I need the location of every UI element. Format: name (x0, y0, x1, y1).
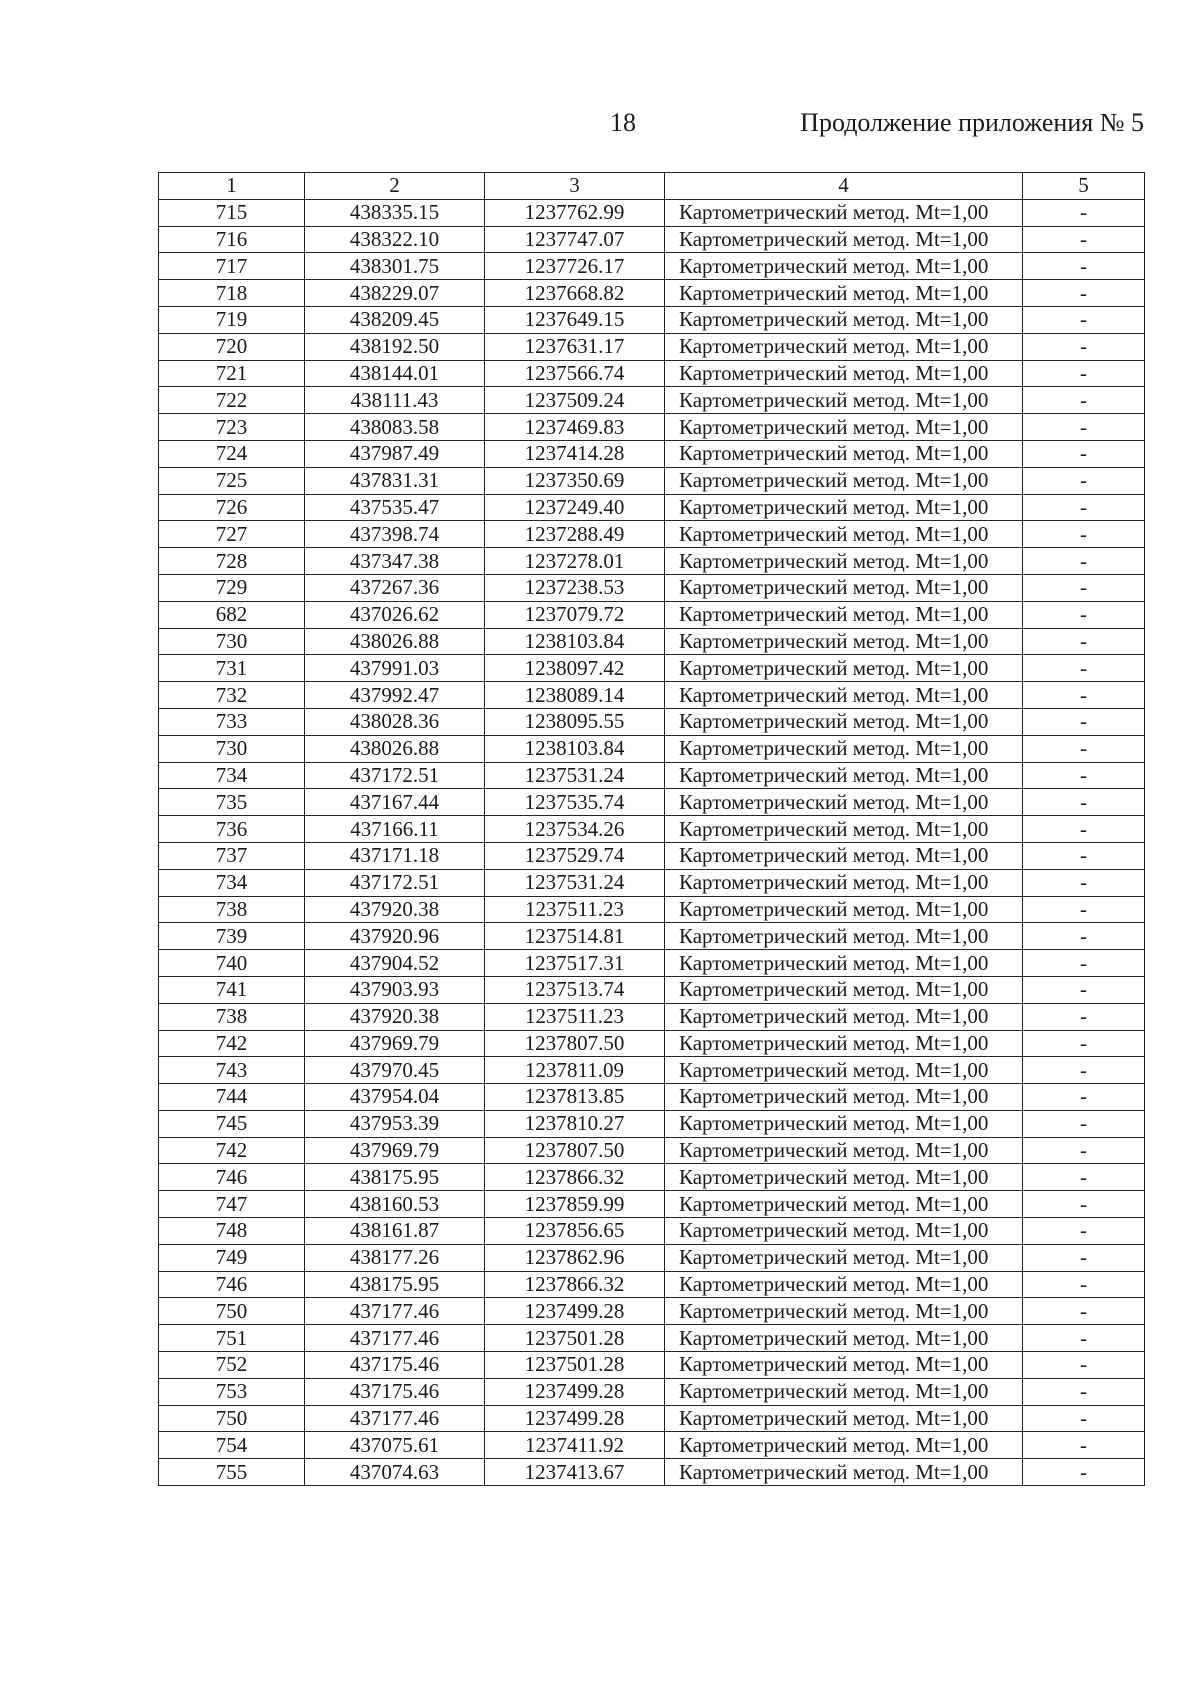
point-number-cell: 734 (159, 762, 305, 789)
y-coordinate-cell: 1237238.53 (485, 574, 665, 601)
method-cell: Картометрический метод. Mt=1,00 (665, 548, 1023, 575)
point-number-cell: 724 (159, 440, 305, 467)
note-cell: - (1023, 1003, 1145, 1030)
x-coordinate-cell: 438026.88 (305, 628, 485, 655)
point-number-cell: 716 (159, 226, 305, 253)
x-coordinate-cell: 437920.38 (305, 896, 485, 923)
method-cell: Картометрический метод. Mt=1,00 (665, 333, 1023, 360)
note-cell: - (1023, 494, 1145, 521)
note-cell: - (1023, 1030, 1145, 1057)
note-cell: - (1023, 467, 1145, 494)
table-row (159, 789, 1145, 816)
method-cell: Картометрический метод. Mt=1,00 (665, 1352, 1023, 1379)
point-number-cell: 753 (159, 1378, 305, 1405)
x-coordinate-cell: 437953.39 (305, 1110, 485, 1137)
table-row (159, 280, 1145, 307)
note-cell: - (1023, 869, 1145, 896)
note-cell: - (1023, 1352, 1145, 1379)
x-coordinate-cell: 437920.38 (305, 1003, 485, 1030)
note-cell: - (1023, 628, 1145, 655)
x-coordinate-cell: 437075.61 (305, 1432, 485, 1459)
point-number-cell: 740 (159, 950, 305, 977)
y-coordinate-cell: 1237499.28 (485, 1298, 665, 1325)
note-cell: - (1023, 1057, 1145, 1084)
table-row (159, 1352, 1145, 1379)
point-number-cell: 718 (159, 280, 305, 307)
method-cell: Картометрический метод. Mt=1,00 (665, 762, 1023, 789)
y-coordinate-cell: 1238103.84 (485, 628, 665, 655)
x-coordinate-cell: 437177.46 (305, 1325, 485, 1352)
note-cell: - (1023, 789, 1145, 816)
y-coordinate-cell: 1237856.65 (485, 1218, 665, 1245)
x-coordinate-cell: 437970.45 (305, 1057, 485, 1084)
x-coordinate-cell: 438175.95 (305, 1271, 485, 1298)
y-coordinate-cell: 1237859.99 (485, 1191, 665, 1218)
method-cell: Картометрический метод. Mt=1,00 (665, 1084, 1023, 1111)
note-cell: - (1023, 199, 1145, 226)
point-number-cell: 722 (159, 387, 305, 414)
method-cell: Картометрический метод. Mt=1,00 (665, 735, 1023, 762)
point-number-cell: 746 (159, 1271, 305, 1298)
note-cell: - (1023, 1432, 1145, 1459)
column-header: 4 (665, 173, 1023, 200)
x-coordinate-cell: 438301.75 (305, 253, 485, 280)
point-number-cell: 748 (159, 1218, 305, 1245)
x-coordinate-cell: 438322.10 (305, 226, 485, 253)
table-row (159, 842, 1145, 869)
method-cell: Картометрический метод. Mt=1,00 (665, 655, 1023, 682)
table-row (159, 1164, 1145, 1191)
x-coordinate-cell: 437171.18 (305, 842, 485, 869)
y-coordinate-cell: 1237531.24 (485, 762, 665, 789)
y-coordinate-cell: 1237514.81 (485, 923, 665, 950)
method-cell: Картометрический метод. Mt=1,00 (665, 199, 1023, 226)
method-cell: Картометрический метод. Mt=1,00 (665, 1218, 1023, 1245)
point-number-cell: 727 (159, 521, 305, 548)
point-number-cell: 737 (159, 842, 305, 869)
page-number: 18 (610, 108, 636, 137)
point-number-cell: 755 (159, 1459, 305, 1486)
table-header-row (159, 173, 1145, 200)
point-number-cell: 682 (159, 601, 305, 628)
point-number-cell: 754 (159, 1432, 305, 1459)
note-cell: - (1023, 1137, 1145, 1164)
table-row (159, 601, 1145, 628)
note-cell: - (1023, 414, 1145, 441)
y-coordinate-cell: 1237469.83 (485, 414, 665, 441)
y-coordinate-cell: 1237509.24 (485, 387, 665, 414)
y-coordinate-cell: 1237513.74 (485, 976, 665, 1003)
note-cell: - (1023, 601, 1145, 628)
note-cell: - (1023, 976, 1145, 1003)
x-coordinate-cell: 437535.47 (305, 494, 485, 521)
y-coordinate-cell: 1237566.74 (485, 360, 665, 387)
table-row (159, 1405, 1145, 1432)
column-header: 5 (1023, 173, 1145, 200)
x-coordinate-cell: 437267.36 (305, 574, 485, 601)
x-coordinate-cell: 437347.38 (305, 548, 485, 575)
table-row (159, 1110, 1145, 1137)
table-row (159, 682, 1145, 709)
method-cell: Картометрический метод. Mt=1,00 (665, 1432, 1023, 1459)
point-number-cell: 731 (159, 655, 305, 682)
point-number-cell: 732 (159, 682, 305, 709)
point-number-cell: 728 (159, 548, 305, 575)
method-cell: Картометрический метод. Mt=1,00 (665, 1030, 1023, 1057)
table-row (159, 226, 1145, 253)
y-coordinate-cell: 1237762.99 (485, 199, 665, 226)
x-coordinate-cell: 437904.52 (305, 950, 485, 977)
point-number-cell: 738 (159, 1003, 305, 1030)
x-coordinate-cell: 437992.47 (305, 682, 485, 709)
x-coordinate-cell: 437026.62 (305, 601, 485, 628)
note-cell: - (1023, 574, 1145, 601)
y-coordinate-cell: 1237807.50 (485, 1030, 665, 1057)
point-number-cell: 730 (159, 735, 305, 762)
note-cell: - (1023, 923, 1145, 950)
method-cell: Картометрический метод. Mt=1,00 (665, 467, 1023, 494)
y-coordinate-cell: 1237413.67 (485, 1459, 665, 1486)
x-coordinate-cell: 437175.46 (305, 1378, 485, 1405)
y-coordinate-cell: 1237499.28 (485, 1378, 665, 1405)
note-cell: - (1023, 1378, 1145, 1405)
table-row (159, 1030, 1145, 1057)
table-row (159, 1218, 1145, 1245)
method-cell: Картометрический метод. Mt=1,00 (665, 628, 1023, 655)
method-cell: Картометрический метод. Mt=1,00 (665, 1244, 1023, 1271)
note-cell: - (1023, 1244, 1145, 1271)
method-cell: Картометрический метод. Mt=1,00 (665, 1057, 1023, 1084)
y-coordinate-cell: 1237807.50 (485, 1137, 665, 1164)
x-coordinate-cell: 438177.26 (305, 1244, 485, 1271)
y-coordinate-cell: 1238097.42 (485, 655, 665, 682)
note-cell: - (1023, 708, 1145, 735)
x-coordinate-cell: 437074.63 (305, 1459, 485, 1486)
method-cell: Картометрический метод. Mt=1,00 (665, 1325, 1023, 1352)
table-row (159, 1244, 1145, 1271)
point-number-cell: 733 (159, 708, 305, 735)
method-cell: Картометрический метод. Mt=1,00 (665, 521, 1023, 548)
page-caption: Продолжение приложения № 5 (800, 108, 1144, 137)
y-coordinate-cell: 1237079.72 (485, 601, 665, 628)
table-row (159, 1137, 1145, 1164)
note-cell: - (1023, 280, 1145, 307)
point-number-cell: 717 (159, 253, 305, 280)
point-number-cell: 736 (159, 816, 305, 843)
column-header: 3 (485, 173, 665, 200)
note-cell: - (1023, 548, 1145, 575)
x-coordinate-cell: 438083.58 (305, 414, 485, 441)
note-cell: - (1023, 762, 1145, 789)
y-coordinate-cell: 1237511.23 (485, 1003, 665, 1030)
method-cell: Картометрический метод. Mt=1,00 (665, 494, 1023, 521)
x-coordinate-cell: 438160.53 (305, 1191, 485, 1218)
method-cell: Картометрический метод. Mt=1,00 (665, 574, 1023, 601)
method-cell: Картометрический метод. Mt=1,00 (665, 1110, 1023, 1137)
point-number-cell: 720 (159, 333, 305, 360)
point-number-cell: 725 (159, 467, 305, 494)
y-coordinate-cell: 1237249.40 (485, 494, 665, 521)
table-row (159, 548, 1145, 575)
method-cell: Картометрический метод. Mt=1,00 (665, 226, 1023, 253)
point-number-cell: 751 (159, 1325, 305, 1352)
x-coordinate-cell: 437177.46 (305, 1298, 485, 1325)
y-coordinate-cell: 1237813.85 (485, 1084, 665, 1111)
note-cell: - (1023, 1325, 1145, 1352)
note-cell: - (1023, 387, 1145, 414)
y-coordinate-cell: 1237411.92 (485, 1432, 665, 1459)
x-coordinate-cell: 438209.45 (305, 306, 485, 333)
point-number-cell: 735 (159, 789, 305, 816)
y-coordinate-cell: 1237535.74 (485, 789, 665, 816)
column-header: 2 (305, 173, 485, 200)
x-coordinate-cell: 437175.46 (305, 1352, 485, 1379)
column-header: 1 (159, 173, 305, 200)
y-coordinate-cell: 1237501.28 (485, 1325, 665, 1352)
x-coordinate-cell: 437991.03 (305, 655, 485, 682)
note-cell: - (1023, 306, 1145, 333)
method-cell: Картометрический метод. Mt=1,00 (665, 253, 1023, 280)
point-number-cell: 743 (159, 1057, 305, 1084)
method-cell: Картометрический метод. Mt=1,00 (665, 306, 1023, 333)
point-number-cell: 749 (159, 1244, 305, 1271)
table-row (159, 1191, 1145, 1218)
table-row (159, 950, 1145, 977)
point-number-cell: 738 (159, 896, 305, 923)
table-row (159, 628, 1145, 655)
table-body (159, 199, 1145, 1485)
x-coordinate-cell: 437177.46 (305, 1405, 485, 1432)
point-number-cell: 719 (159, 306, 305, 333)
table-row (159, 655, 1145, 682)
method-cell: Картометрический метод. Mt=1,00 (665, 440, 1023, 467)
table-row (159, 360, 1145, 387)
x-coordinate-cell: 438229.07 (305, 280, 485, 307)
method-cell: Картометрический метод. Mt=1,00 (665, 1003, 1023, 1030)
x-coordinate-cell: 438161.87 (305, 1218, 485, 1245)
point-number-cell: 729 (159, 574, 305, 601)
table-row (159, 387, 1145, 414)
table-row (159, 735, 1145, 762)
table-row (159, 306, 1145, 333)
note-cell: - (1023, 226, 1145, 253)
x-coordinate-cell: 437166.11 (305, 816, 485, 843)
point-number-cell: 730 (159, 628, 305, 655)
table-row (159, 1057, 1145, 1084)
method-cell: Картометрический метод. Mt=1,00 (665, 869, 1023, 896)
x-coordinate-cell: 437969.79 (305, 1030, 485, 1057)
point-number-cell: 747 (159, 1191, 305, 1218)
y-coordinate-cell: 1237414.28 (485, 440, 665, 467)
y-coordinate-cell: 1237529.74 (485, 842, 665, 869)
y-coordinate-cell: 1237747.07 (485, 226, 665, 253)
point-number-cell: 745 (159, 1110, 305, 1137)
x-coordinate-cell: 437831.31 (305, 467, 485, 494)
method-cell: Картометрический метод. Mt=1,00 (665, 1378, 1023, 1405)
x-coordinate-cell: 438026.88 (305, 735, 485, 762)
table-row (159, 1378, 1145, 1405)
y-coordinate-cell: 1237501.28 (485, 1352, 665, 1379)
y-coordinate-cell: 1237531.24 (485, 869, 665, 896)
y-coordinate-cell: 1237726.17 (485, 253, 665, 280)
method-cell: Картометрический метод. Mt=1,00 (665, 976, 1023, 1003)
point-number-cell: 750 (159, 1298, 305, 1325)
y-coordinate-cell: 1237517.31 (485, 950, 665, 977)
table-row (159, 494, 1145, 521)
method-cell: Картометрический метод. Mt=1,00 (665, 1298, 1023, 1325)
point-number-cell: 715 (159, 199, 305, 226)
method-cell: Картометрический метод. Mt=1,00 (665, 816, 1023, 843)
note-cell: - (1023, 816, 1145, 843)
x-coordinate-cell: 437920.96 (305, 923, 485, 950)
y-coordinate-cell: 1237866.32 (485, 1164, 665, 1191)
y-coordinate-cell: 1237866.32 (485, 1271, 665, 1298)
x-coordinate-cell: 438111.43 (305, 387, 485, 414)
note-cell: - (1023, 1405, 1145, 1432)
table-row (159, 1432, 1145, 1459)
table-row (159, 333, 1145, 360)
point-number-cell: 734 (159, 869, 305, 896)
table-row (159, 762, 1145, 789)
y-coordinate-cell: 1237499.28 (485, 1405, 665, 1432)
y-coordinate-cell: 1238103.84 (485, 735, 665, 762)
y-coordinate-cell: 1238095.55 (485, 708, 665, 735)
x-coordinate-cell: 437172.51 (305, 869, 485, 896)
method-cell: Картометрический метод. Mt=1,00 (665, 842, 1023, 869)
method-cell: Картометрический метод. Mt=1,00 (665, 280, 1023, 307)
y-coordinate-cell: 1237288.49 (485, 521, 665, 548)
point-number-cell: 723 (159, 414, 305, 441)
x-coordinate-cell: 438175.95 (305, 1164, 485, 1191)
note-cell: - (1023, 1191, 1145, 1218)
table-row (159, 708, 1145, 735)
table-row (159, 896, 1145, 923)
table-row (159, 199, 1145, 226)
x-coordinate-cell: 438192.50 (305, 333, 485, 360)
method-cell: Картометрический метод. Mt=1,00 (665, 1137, 1023, 1164)
point-number-cell: 741 (159, 976, 305, 1003)
note-cell: - (1023, 1218, 1145, 1245)
table-row (159, 1084, 1145, 1111)
x-coordinate-cell: 438028.36 (305, 708, 485, 735)
table-row (159, 1271, 1145, 1298)
table-row (159, 467, 1145, 494)
point-number-cell: 744 (159, 1084, 305, 1111)
table-row (159, 976, 1145, 1003)
table-row (159, 816, 1145, 843)
note-cell: - (1023, 521, 1145, 548)
method-cell: Картометрический метод. Mt=1,00 (665, 789, 1023, 816)
method-cell: Картометрический метод. Mt=1,00 (665, 682, 1023, 709)
method-cell: Картометрический метод. Mt=1,00 (665, 950, 1023, 977)
table-row (159, 253, 1145, 280)
note-cell: - (1023, 1271, 1145, 1298)
y-coordinate-cell: 1237649.15 (485, 306, 665, 333)
point-number-cell: 742 (159, 1137, 305, 1164)
x-coordinate-cell: 437903.93 (305, 976, 485, 1003)
method-cell: Картометрический метод. Mt=1,00 (665, 387, 1023, 414)
table-row (159, 1459, 1145, 1486)
y-coordinate-cell: 1237511.23 (485, 896, 665, 923)
y-coordinate-cell: 1237811.09 (485, 1057, 665, 1084)
method-cell: Картометрический метод. Mt=1,00 (665, 708, 1023, 735)
y-coordinate-cell: 1237631.17 (485, 333, 665, 360)
x-coordinate-cell: 437987.49 (305, 440, 485, 467)
point-number-cell: 742 (159, 1030, 305, 1057)
table-row (159, 869, 1145, 896)
method-cell: Картометрический метод. Mt=1,00 (665, 1271, 1023, 1298)
note-cell: - (1023, 333, 1145, 360)
table-row (159, 414, 1145, 441)
y-coordinate-cell: 1237350.69 (485, 467, 665, 494)
table-row (159, 1003, 1145, 1030)
method-cell: Картометрический метод. Mt=1,00 (665, 923, 1023, 950)
x-coordinate-cell: 438144.01 (305, 360, 485, 387)
note-cell: - (1023, 896, 1145, 923)
y-coordinate-cell: 1238089.14 (485, 682, 665, 709)
method-cell: Картометрический метод. Mt=1,00 (665, 601, 1023, 628)
note-cell: - (1023, 682, 1145, 709)
coordinates-table (158, 172, 1145, 1486)
method-cell: Картометрический метод. Mt=1,00 (665, 414, 1023, 441)
table-row (159, 521, 1145, 548)
point-number-cell: 726 (159, 494, 305, 521)
note-cell: - (1023, 1110, 1145, 1137)
method-cell: Картометрический метод. Mt=1,00 (665, 1191, 1023, 1218)
point-number-cell: 750 (159, 1405, 305, 1432)
method-cell: Картометрический метод. Mt=1,00 (665, 896, 1023, 923)
note-cell: - (1023, 655, 1145, 682)
x-coordinate-cell: 437954.04 (305, 1084, 485, 1111)
note-cell: - (1023, 440, 1145, 467)
y-coordinate-cell: 1237668.82 (485, 280, 665, 307)
note-cell: - (1023, 360, 1145, 387)
point-number-cell: 752 (159, 1352, 305, 1379)
x-coordinate-cell: 437969.79 (305, 1137, 485, 1164)
note-cell: - (1023, 1084, 1145, 1111)
note-cell: - (1023, 1298, 1145, 1325)
note-cell: - (1023, 253, 1145, 280)
table-row (159, 1325, 1145, 1352)
y-coordinate-cell: 1237534.26 (485, 816, 665, 843)
point-number-cell: 739 (159, 923, 305, 950)
note-cell: - (1023, 1164, 1145, 1191)
method-cell: Картометрический метод. Mt=1,00 (665, 1164, 1023, 1191)
note-cell: - (1023, 950, 1145, 977)
note-cell: - (1023, 735, 1145, 762)
x-coordinate-cell: 437398.74 (305, 521, 485, 548)
y-coordinate-cell: 1237862.96 (485, 1244, 665, 1271)
point-number-cell: 746 (159, 1164, 305, 1191)
method-cell: Картометрический метод. Mt=1,00 (665, 360, 1023, 387)
method-cell: Картометрический метод. Mt=1,00 (665, 1459, 1023, 1486)
table-row (159, 440, 1145, 467)
table-row (159, 574, 1145, 601)
note-cell: - (1023, 842, 1145, 869)
x-coordinate-cell: 437172.51 (305, 762, 485, 789)
x-coordinate-cell: 438335.15 (305, 199, 485, 226)
y-coordinate-cell: 1237810.27 (485, 1110, 665, 1137)
table-row (159, 923, 1145, 950)
note-cell: - (1023, 1459, 1145, 1486)
table-row (159, 1298, 1145, 1325)
x-coordinate-cell: 437167.44 (305, 789, 485, 816)
point-number-cell: 721 (159, 360, 305, 387)
y-coordinate-cell: 1237278.01 (485, 548, 665, 575)
method-cell: Картометрический метод. Mt=1,00 (665, 1405, 1023, 1432)
